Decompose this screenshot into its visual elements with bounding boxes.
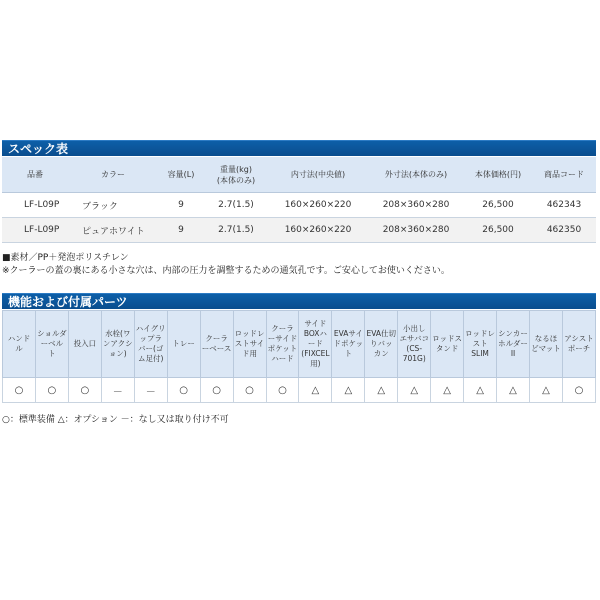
feature-value: ○ [68,378,101,403]
spec-cell-part-number: LF-L09P [2,193,68,218]
feature-header-side-box-hard: サイドBOXハード(FIXCEL用) [299,311,332,378]
feature-value: △ [431,378,464,403]
spec-cell-inner-size: 160×260×220 [268,218,368,243]
spec-header-price: 本体価格(円) [464,157,532,193]
spec-cell-price: 26,500 [464,193,532,218]
feature-value: △ [464,378,497,403]
spec-header-color: カラー [68,157,158,193]
feature-header-side-pocket-hard: クーラーサイドポケットハード [266,311,299,378]
spec-cell-color: ピュアホワイト [68,218,158,243]
feature-value: ○ [562,378,595,403]
feature-value: ○ [3,378,36,403]
spec-row [2,218,596,243]
feature-value: △ [299,378,332,403]
feature-header-rod-rest-slim: ロッドレストSLIM [464,311,497,378]
spec-header-inner-size: 内寸法(中央値) [268,157,368,193]
spec-row [2,193,596,218]
feature-value: ○ [35,378,68,403]
feature-header-drain-plug: 水栓(ワンアクション) [101,311,134,378]
feature-value: △ [497,378,530,403]
spec-table [2,157,596,243]
spec-cell-weight: 2.7(1.5) [204,193,268,218]
features-value-row [3,378,596,403]
spec-section-title: スペック表 [2,140,596,156]
spec-cell-color: ブラック [68,193,158,218]
feature-value: － [134,378,167,403]
feature-value: ○ [200,378,233,403]
spec-cell-outer-size: 208×360×280 [368,193,464,218]
feature-header-naruhodo-mat: なるほどマット [530,311,563,378]
spec-header-weight: 重量(kg) (本体のみ) [204,157,268,193]
feature-value: ○ [233,378,266,403]
feature-header-tray: トレー [167,311,200,378]
spec-header-product-code: 商品コード [532,157,596,193]
features-legend: ○：標準装備 △：オプション －：なし又は取り付け不可 [2,415,229,425]
features-header-row [3,311,596,378]
vent-hole-note: ※クーラーの蓋の裏にある小さな穴は、内部の圧力を調整するための通気孔です。ご安心してお使いください。 [2,266,450,276]
feature-header-high-grip-rubber: ハイグリップラバー(ゴム足付) [134,311,167,378]
feature-header-rod-stand: ロッドスタンド [431,311,464,378]
feature-value: △ [365,378,398,403]
spec-header-outer-size: 外寸法(本体のみ) [368,157,464,193]
spec-cell-product-code: 462343 [532,193,596,218]
features-section-title: 機能および付属パーツ [2,293,596,309]
spec-header-row [2,157,596,193]
spec-notes [2,252,450,278]
feature-header-sinker-holder: シンカーホルダーII [497,311,530,378]
spec-cell-product-code: 462350 [532,218,596,243]
feature-header-bait-box: 小出しエサバコ(CS-701G) [398,311,431,378]
material-note: ■素材／PP＋発泡ポリスチレン [2,253,129,263]
feature-value: △ [398,378,431,403]
feature-header-handle: ハンドル [3,311,36,378]
spec-cell-capacity: 9 [158,193,204,218]
feature-value: ○ [266,378,299,403]
spec-cell-price: 26,500 [464,218,532,243]
feature-header-rod-rest-side: ロッドレストサイド用 [233,311,266,378]
feature-header-eva-side-pocket: EVAサイドポケット [332,311,365,378]
feature-header-shoulder-belt: ショルダーベルト [35,311,68,378]
feature-header-cooler-base: クーラーベース [200,311,233,378]
feature-header-inlet: 投入口 [68,311,101,378]
spec-header-capacity: 容量(L) [158,157,204,193]
feature-header-assist-pouch: アシストポーチ [562,311,595,378]
spec-header-part-number: 品番 [2,157,68,193]
feature-value: △ [332,378,365,403]
spec-cell-capacity: 9 [158,218,204,243]
feature-value: － [101,378,134,403]
spec-cell-weight: 2.7(1.5) [204,218,268,243]
spec-cell-outer-size: 208×360×280 [368,218,464,243]
features-table [2,310,596,403]
feature-header-eva-divider-bakkan: EVA仕切りバッカン [365,311,398,378]
spec-cell-inner-size: 160×260×220 [268,193,368,218]
feature-value: ○ [167,378,200,403]
feature-value: △ [530,378,563,403]
spec-cell-part-number: LF-L09P [2,218,68,243]
